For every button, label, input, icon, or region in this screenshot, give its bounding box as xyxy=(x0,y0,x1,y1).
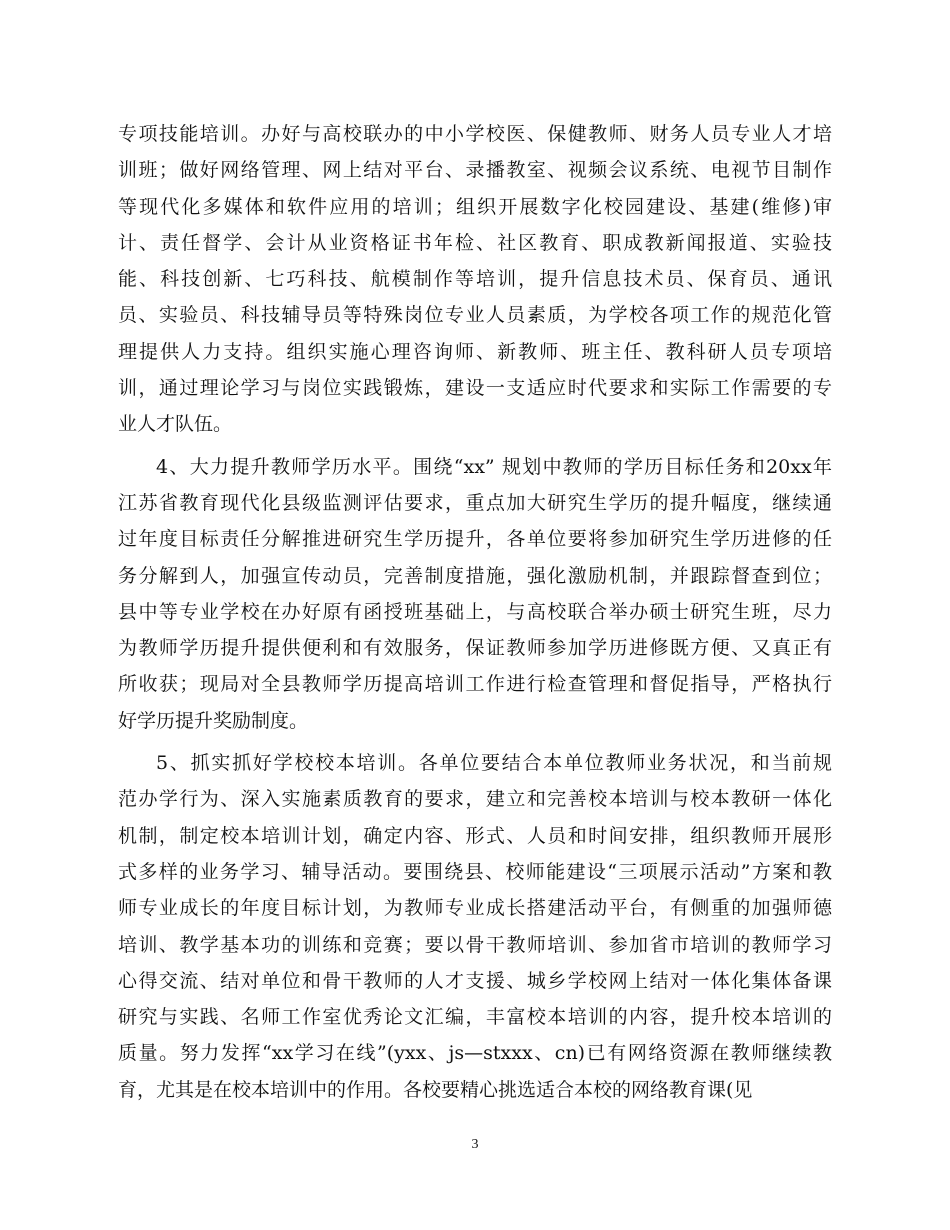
text-line: 等现代化多媒体和软件应用的培训；组织开展数字化校园建设、基建(维修)审 xyxy=(118,195,832,218)
paragraph-3 xyxy=(118,745,832,1108)
text-line: 心得交流、结对单位和骨干教师的人才支援、城乡学校网上结对一体化集体备课 xyxy=(118,969,832,992)
text-line: 育，尤其是在校本培训中的作用。各校要精心挑选适合本校的网络教育课(见 xyxy=(118,1078,753,1101)
text-line: 4、大力提升教师学历水平。围绕“xx” 规划中教师的学历目标任务和20xx年 xyxy=(156,455,832,478)
paragraph-2 xyxy=(118,449,832,739)
text-line: 5、抓实抓好学校校本培训。各单位要结合本单位教师业务状况，和当前规 xyxy=(156,752,832,775)
text-line: 务分解到人，加强宣传动员，完善制度措施，强化激励机制，并跟踪督查到位； xyxy=(118,564,832,587)
text-line: 训班；做好网络管理、网上结对平台、录播教室、视频会议系统、电视节目制作 xyxy=(118,159,832,182)
text-line: 县中等专业学校在办好原有函授班基础上，与高校联合举办硕士研究生班，尽力 xyxy=(118,600,832,623)
text-line: 过年度目标责任分解推进研究生学历提升，各单位要将参加研究生学历进修的任 xyxy=(118,528,832,551)
text-line: 式多样的业务学习、辅导活动。要围绕县、校师能建设“三项展示活动”方案和教 xyxy=(118,860,832,883)
text-line: 理提供人力支持。组织实施心理咨询师、新教师、班主任、教科研人员专项培 xyxy=(118,340,832,363)
text-line: 为教师学历提升提供便利和有效服务，保证教师参加学历进修既方便、又真正有 xyxy=(118,637,832,660)
text-line: 训，通过理论学习与岗位实践锻炼，建设一支适应时代要求和实际工作需要的专 xyxy=(118,377,832,400)
text-line: 机制，制定校本培训计划，确定内容、形式、人员和时间安排，组织教师开展形 xyxy=(118,824,832,847)
text-line: 研究与实践、名师工作室优秀论文汇编，丰富校本培训的内容，提升校本培训的 xyxy=(118,1006,832,1029)
text-line: 范办学行为、深入实施素质教育的要求，建立和完善校本培训与校本教研一体化 xyxy=(118,788,832,811)
text-line: 培训、教学基本功的训练和竞赛；要以骨干教师培训、参加省市培训的教师学习 xyxy=(118,933,832,956)
text-line: 能、科技创新、七巧科技、航模制作等培训，提升信息技术员、保育员、通讯 xyxy=(118,268,832,291)
text-line: 计、责任督学、会计从业资格证书年检、社区教育、职成教新闻报道、实验技 xyxy=(118,231,832,254)
text-line: 专项技能培训。办好与高校联办的中小学校医、保健教师、财务人员专业人才培 xyxy=(118,123,832,145)
paragraph-1 xyxy=(118,116,832,443)
document-body xyxy=(118,116,832,1108)
text-line: 业人才队伍。 xyxy=(118,413,233,436)
page-number: 3 xyxy=(471,1137,479,1152)
text-line: 好学历提升奖励制度。 xyxy=(118,709,309,732)
text-line: 质量。努力发挥“xx学习在线”(yxx、js—stxxx、cn)已有网络资源在教师继续教 xyxy=(118,1042,832,1065)
text-line: 员、实验员、科技辅导员等特殊岗位专业人员素质，为学校各项工作的规范化管 xyxy=(118,304,832,327)
text-line: 所收获；现局对全县教师学历提高培训工作进行检查管理和督促指导，严格执行 xyxy=(118,673,832,696)
text-line: 江苏省教育现代化县级监测评估要求，重点加大研究生学历的提升幅度，继续通 xyxy=(118,491,832,514)
text-line: 师专业成长的年度目标计划，为教师专业成长搭建活动平台，有侧重的加强师德 xyxy=(118,897,832,920)
